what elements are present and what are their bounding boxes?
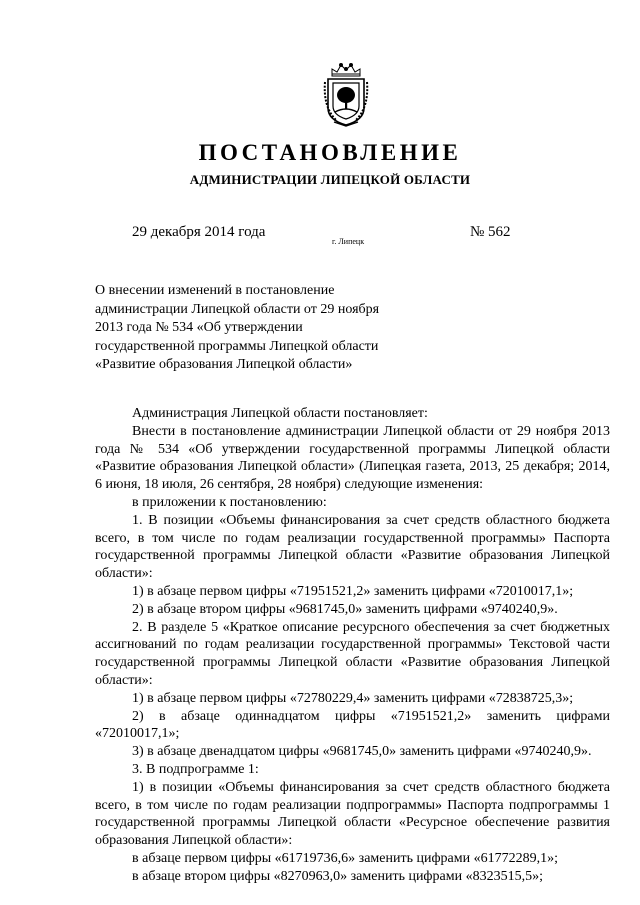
document-subtitle: АДМИНИСТРАЦИИ ЛИПЕЦКОЙ ОБЛАСТИ [189, 172, 471, 187]
paragraph: Администрация Липецкой области постановляет: [132, 406, 428, 421]
document-date: 29 декабря 2014 года [132, 224, 266, 240]
paragraph: 1) в абзаце первом цифры «71951521,2» заменить цифрами «72010017,1»; [132, 583, 574, 599]
paragraph: 1) в абзаце первом цифры «72780229,4» заменить цифрами «72838725,3»; [132, 690, 574, 706]
heading-line: О внесении изменений в постановление [95, 283, 335, 298]
document-number: № 562 [470, 224, 511, 240]
coat-of-arms-icon [322, 62, 370, 128]
paragraph: в абзаце первом цифры «61719736,6» заменить цифрами «61772289,1»; [132, 850, 558, 866]
paragraph: Внести в постановление администрации Липецкой области от 29 ноября 2013 года № 534 «Об утверждении государственной программы Липецкой области «Развитие образования Липецкой области» (Липецкая газета, 2013, 25 декабря; 2014, 6 июня, 18 июля, 26 сентября, 28 ноября) следующие изменения: [95, 423, 610, 493]
heading-line: государственной программы Липецкой области [95, 338, 379, 354]
paragraph: 2) в абзаце одиннадцатом цифры «71951521,2» заменить цифрами «72010017,1»; [95, 708, 610, 742]
paragraph: 1. В позиции «Объемы финансирования за счет средств областного бюджета всего, в том числе по годам реализации государственной программы» Паспорта государственной программы Липецкой области «Развитие образования Липецкой области»: [95, 512, 610, 582]
paragraph: в абзаце втором цифры «8270963,0» заменить цифрами «8323515,5»; [132, 868, 543, 884]
paragraph: 2) в абзаце втором цифры «9681745,0» заменить цифрами «9740240,9». [132, 601, 558, 617]
paragraph: 2. В разделе 5 «Краткое описание ресурсного обеспечения за счет бюджетных ассигнований по годам реализации государственной программы» Текстовой части государственной программы Липецкой области «Развитие образования Липецкой области»: [95, 619, 610, 688]
heading-line: администрации Липецкой области от 29 ноября [95, 301, 380, 317]
heading-line: «Развитие образования Липецкой области» [95, 357, 353, 373]
paragraph: 3. В подпрограмме 1: [132, 761, 259, 777]
document-heading [95, 282, 435, 375]
paragraph: 1) в позиции «Объемы финансирования за счет средств областного бюджета всего, в том числе по годам реализации подпрограммы» Паспорта подпрограммы 1 государственной программы Липецкой области «Ресурсное обеспечение развития образования Липецкой области»: [95, 779, 610, 849]
paragraph: 3) в абзаце двенадцатом цифры «9681745,0» заменить цифрами «9740240,9». [132, 744, 592, 760]
heading-line: 2013 года № 534 «Об утверждении [95, 320, 303, 336]
document-body [95, 405, 610, 886]
document-title: ПОСТАНОВЛЕНИЕ [198, 140, 462, 165]
document-city: г. Липецк [332, 237, 365, 246]
paragraph: в приложении к постановлению: [132, 494, 327, 510]
